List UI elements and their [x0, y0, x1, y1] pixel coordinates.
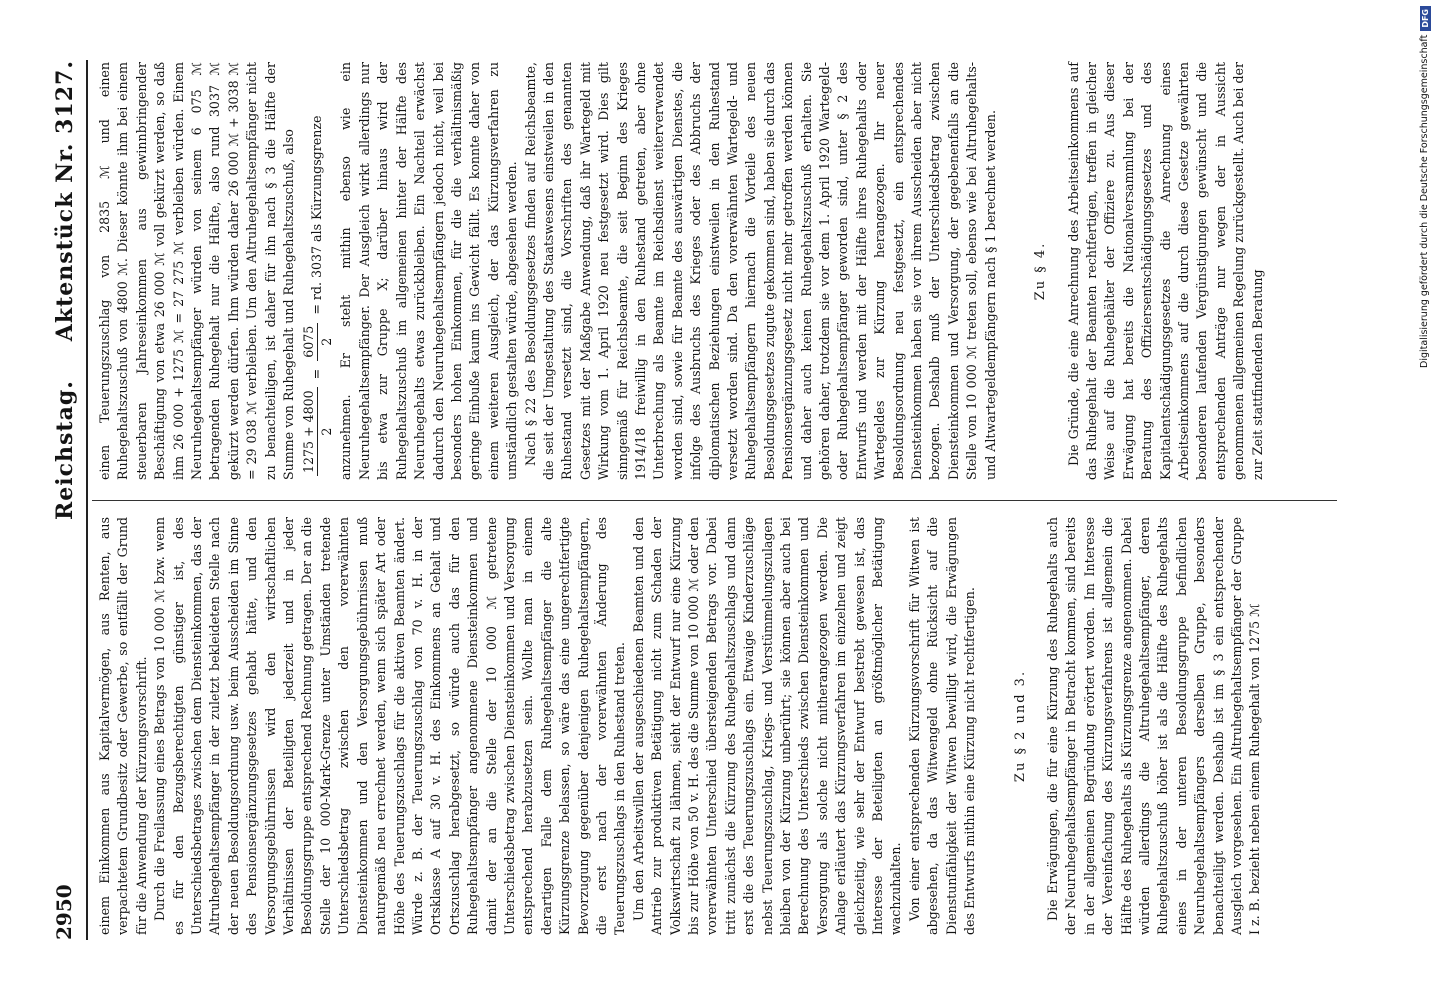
section-heading: Zu § 4.: [1033, 241, 1049, 301]
header-rule: [86, 60, 88, 940]
paragraph: einen Teuerungszuschlag von 2835 ℳ und einen Ruhegehaltszuschuß von 4800 ℳ. Dieser könnte ihm bei einem steuerbaren Jahreseinkommen aus gewinnbringender Beschäftigung von etwa 26 000 ℳ voll gekürzt werden, so daß ihm 26 000 + 1275 ℳ = 27 275 ℳ verbleiben würden. Einem Neuruhegehaltsempfänger würden von seinem 6 075 ℳ betragenden Ruhegehalt nur die Hälfte, also rund 3037 ℳ gekürzt werden dürfen. Ihm würden daher 26 000 ℳ + 3038 ℳ = 29 038 ℳ verbleiben. Um den Altruhegehaltsempfänger nicht zu benachteiligen, ist daher für ihn nach § 3 die Hälfte der Summe von Ruhegehalt und Ruhegehaltszuschuß, also: [97, 62, 297, 480]
right-column: [96, 62, 1267, 480]
dfg-logo: DFG: [1420, 6, 1431, 31]
section-heading: Zu § 2 und 3.: [1012, 669, 1028, 783]
fraction-numerator: 1275 + 4800: [300, 387, 318, 476]
fraction: [300, 387, 335, 476]
paragraph: Von einer entsprechenden Kürzungsvorschrift für Witwen ist abgesehen, da das Witwengeld ohne Rücksicht auf die Dienstunfähigkeit der Witwen bewilligt wird, die Erwägungen des Entwurfs mithin eine Kürzung nicht rechtfertigen.: [906, 517, 978, 935]
paragraph: einem Einkommen aus Kapitalvermögen, aus Renten, aus verpachtetem Grundbesitz oder Gewerbe, so entfällt der Grund für die Anwendung der Kürzungsvorschrift.: [97, 517, 149, 935]
fraction-numerator: 6075: [300, 323, 318, 361]
funding-note-text: Digitalisierung gefördert durch die Deutsche Forschungsgemeinschaft: [1419, 34, 1430, 368]
paragraph: Die Erwägungen, die für eine Kürzung des Ruhegehalts auch der Neuruhegehaltsempfänger in Betracht kommen, sind bereits in der allgemeinen Begründung erörtert worden. Im Interesse der Vereinfachung des Kürzungsverfahrens ist allgemein die Hälfte des Ruhegehalts als Kürzungsgrenze angenommen. Dabei würden allerdings die Altruhegehaltsempfänger, deren Ruhegehaltszuschuß höher ist als die Hälfte des Ruhegehalts eines in der unteren Besoldungsgruppe befindlichen Neuruhegehaltsempfängers derselben Gruppe, besonders benachteiligt werden. Deshalb ist im § 3 ein entsprechender Ausgleich vorgesehen. Ein Altruhegehaltsempfänger der Gruppe I z. B. bezieht neben einem Ruhegehalt von 1275 ℳ: [1044, 517, 1263, 935]
running-title: Reichstag.: [52, 380, 78, 520]
page-number: 2950: [52, 884, 76, 940]
document-number: Aktenstück Nr. 3127.: [52, 60, 78, 342]
left-column: [96, 517, 1265, 935]
funding-note-text-wrap: [1418, 6, 1432, 996]
fraction-denominator: 2: [319, 337, 335, 346]
column-divider: [92, 500, 1337, 501]
fraction-denominator: 2: [319, 427, 335, 436]
paragraph: Nach § 22 des Besoldungsgesetzes finden auf Reichsbeamte, die seit der Umgestaltung des Staatswesens einstweilen in den Ruhestand versetzt sind, die Vorschriften des genannten Gesetzes mit der Maßgabe Anwendung, daß ihr Wartegeld mit Wirkung vom 1. April 1920 neu festgesetzt wird. Dies gilt sinngemäß für Reichsbeamte, die seit Beginn des Krieges 1914/18 freiwillig in den Ruhestand getreten, aber ohne Unterbrechung als Beamte im Reichsdienst weiterverwendet worden sind, sowie für Beamte des auswärtigen Dienstes, die infolge des Ausbruchs des Krieges oder des Abbruchs der diplomatischen Beziehungen einstweilen in den Ruhestand versetzt worden sind. Da den vorerwähnten Wartegeld- und Ruhegehaltsempfängern hiernach die Vorteile des neuen Besoldungsgesetzes zugute gekommen sind, haben sie durch das Pensionsergänzungsgesetz nicht mehr getroffen werden können und daher auch keinen Ruhegehaltszuschuß erhalten. Sie gehören daher, trotzdem sie vor dem 1. April 1920 Wartegeld- oder Ruhegehaltsempfänger geworden sind, unter § 2 des Entwurfs und werden mit der Hälfte ihres Ruhegehalts oder Wartegeldes zur Kürzung herangezogen. Ihr neuer Besoldungsordnung neu festgesetzt, ein entsprechendes Diensteinkommen haben sie vor ihrem Ausscheiden aber nicht bezogen. Deshalb muß der Unterschiedsbetrag zwischen Diensteinkommen und Versorgung, der gegebenenfalls an die Stelle von 10 000 ℳ treten soll, ebenso wie bei Altruhegehalts- und Altwartegeldempfängern nach § 1 berechnet werden.: [522, 62, 998, 480]
paragraph: Durch die Freilassung eines Betrags von 10 000 ℳ bzw. wenn es für den Bezugsberechtigten günstiger ist, des Unterschiedsbetrages zwischen dem Diensteinkommen, das der Altruhegehaltsempfänger in der zuletzt bekleideten Stelle nach der neuen Besoldungsordnung usw. beim Ausscheiden im Sinne des Pensionsergänzungsgesetzes gehabt hätte, und den Versorgungsgebührnissen wird den wirtschaftlichen Verhältnissen der Beteiligten jederzeit und in jeder Besoldungsgruppe entsprechend Rechnung getragen. Der an die Stelle der 10 000-Mark-Grenze unter Umständen tretende Unterschiedsbetrag zwischen den vorerwähnten Diensteinkommen und den Versorgungsgebührnissen muß naturgemäß neu errechnet werden, wenn sich später Art oder Höhe des Teuerungszuschlags für die aktiven Beamten ändert. Würde z. B. der Teuerungszuschlag von 70 v. H. in der Ortsklasse A auf 30 v. H. des Einkommens an Gehalt und Ortszuschlag herabgesetzt, so würde auch das für den Ruhegehaltsempfänger angenommene Diensteinkommen und damit der an die Stelle der 10 000 ℳ getretene Unterschiedsbetrag zwischen Diensteinkommen und Versorgung entsprechend herabzusetzen sein. Wollte man in einem derartigen Falle dem Ruhegehaltsempfänger die alte Kürzungsgrenze belassen, so wäre das eine ungerechtfertigte Bevorzugung gegenüber denjenigen Ruhegehaltsempfängern, die erst nach der vorerwähnten Änderung des Teuerungszuschlags in den Ruhestand treten.: [152, 517, 628, 935]
equals-sign: =: [309, 368, 325, 380]
fraction: [300, 323, 335, 361]
paragraph: anzunehmen. Er steht mithin ebenso wie ein Neuruhegehaltsempfänger. Der Ausgleich wirkt allerdings nur bis etwa zur Gruppe X; darüber hinaus wird der Ruhegehaltszuschuß im allgemeinen hinter der Hälfte des Neuruhegehalts etwas zurückbleiben. Ein Nachteil erwächst dadurch den Neuruhegehaltsempfängern jedoch nicht, weil bei besonders hohen Einkommen, für die die verhältnismäßig geringe Einbuße kaum ins Gewicht fällt. Es konnte daher von einem weiteren Ausgleich, der das Kürzungsverfahren zu umständlich gestalten würde, abgesehen werden.: [338, 62, 520, 480]
paragraph: Die Gründe, die eine Anrechnung des Arbeitseinkommens auf das Ruhegehalt der Beamten rechtfertigen, treffen in gleicher Weise auf die Ruhegehälter der Offiziere zu. Aus dieser Erwägung hat bereits die Nationalversammlung bei der Beratung des Offiziersentschädigungsgesetzes und des Kapitalentschädigungsgesetzes die Anrechnung eines Arbeitseinkommens auf die durch diese Gesetze gewährten besonderen laufenden Vergünstigungen gewünscht und die entsprechenden Anträge nur wegen der in Aussicht genommenen allgemeinen Regelung zurückgestellt. Auch bei der zur Zeit stattfindenden Beratung: [1065, 62, 1265, 480]
funding-note: [1418, 6, 1432, 996]
formula: [300, 62, 335, 480]
paragraph: Um den Arbeitswillen der ausgeschiedenen Beamten und den Antrieb zur produktiven Betätigung nicht zum Schaden der Volkswirtschaft zu lähmen, sieht der Entwurf nur eine Kürzung bis zur Höhe von 50 v. H. des die Summe von 10 000 ℳ oder den vorerwähnten Unterschied übersteigenden Betrags vor. Dabei tritt zunächst die Kürzung des Ruhegehaltszuschlags und dann erst die des Teuerungszuschlags ein. Etwaige Kinderzuschläge nebst Teuerungszuschlag, Kriegs- und Verstümmelungszulagen bleiben von der Kürzung unberührt; sie können aber auch bei Berechnung des Unterschieds zwischen Diensteinkommen und Versorgung als solche nicht mitherangezogen werden. Die Anlage erläutert das Kürzungsverfahren im einzelnen und zeigt gleichzeitig, wie sehr der Entwurf bestrebt gewesen ist, das Interesse der Beteiligten an größtmöglicher Betätigung wachzuhalten.: [630, 517, 904, 935]
formula-result: = rd. 3037 als Kürzungsgrenze: [309, 115, 325, 315]
